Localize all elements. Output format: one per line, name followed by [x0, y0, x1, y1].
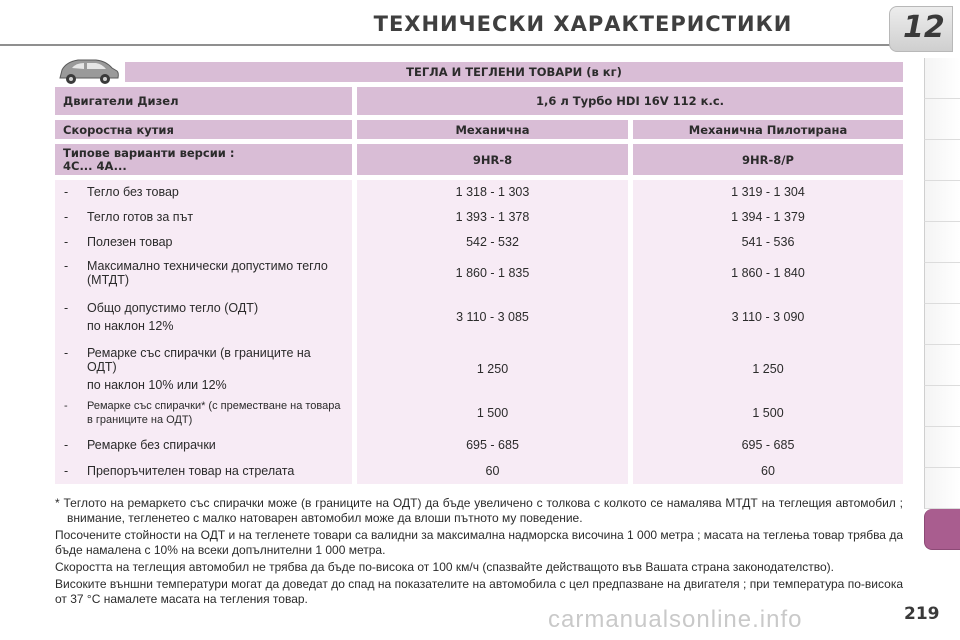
row-value-col1: 60	[352, 458, 628, 484]
table-row: - Ремарке със спирачки* (с преместване на товара в границите на ОДТ) 1 500 1 500	[55, 395, 903, 431]
row-label: Общо допустимо тегло (ОДТ)	[87, 301, 259, 315]
variants-label-line1: Типове варианти версии :	[63, 145, 235, 160]
table-row: - Ремарке без спирачки 695 - 685 695 - 685	[55, 431, 903, 458]
table-body	[55, 180, 903, 484]
table-row: - Ремарке със спирачки (в границите на ОДТ) по наклон 10% или 12% 1 250 1 250	[55, 343, 903, 395]
page-number: 219	[904, 604, 940, 624]
variants-label-line2: 4C... 4A...	[63, 158, 127, 173]
chapter-tab[interactable]	[924, 304, 960, 345]
table-row: - Полезен товар 542 - 532 541 - 536	[55, 229, 903, 254]
row-value-col1: 1 500	[352, 395, 628, 431]
row-value-col2: 695 - 685	[628, 431, 903, 458]
row-value-col1: 3 110 - 3 085	[352, 291, 628, 343]
footnote: * Теглото на ремаркето със спирачки може (в границите на ОДТ) да бъде увеличено с толкова с колкото се намалява МТДТ на теглещия автомобил ; внимание, тегленетео с малко натоварен автомобил може да влоши пътното му поведение.	[55, 496, 903, 525]
chapter-tab[interactable]	[924, 263, 960, 304]
chapter-tab[interactable]	[924, 222, 960, 263]
note-paragraph: Скоростта на теглещия автомобил не трябва да бъде по-висока от 100 км/ч (спазвайте действащото във Вашата страна законодателство).	[55, 560, 834, 574]
row-sublabel: по наклон 12%	[87, 319, 174, 333]
row-value-col2: 60	[628, 458, 903, 484]
row-sublabel: по наклон 10% или 12%	[87, 378, 227, 392]
row-label: Ремарке без спирачки	[87, 437, 216, 452]
table-row: - Препоръчителен товар на стрелата 60 60	[55, 458, 903, 484]
chapter-tab[interactable]	[924, 427, 960, 468]
row-value-col2: 1 500	[628, 395, 903, 431]
row-value-col2: 3 110 - 3 090	[628, 291, 903, 343]
gearbox-label: Скоростна кутия	[55, 120, 352, 139]
table-row: - Общо допустимо тегло (ОДТ) по наклон 12% 3 110 - 3 085 3 110 - 3 090	[55, 291, 903, 343]
engine-label: Двигатели Дизел	[55, 87, 352, 115]
row-label: Ремарке със спирачки* (с преместване на товара в границите на ОДТ)	[87, 400, 341, 426]
engine-value: 1,6 л Турбо HDI 16V 112 к.с.	[357, 87, 903, 115]
gearbox-col1: Механична	[357, 120, 628, 139]
gearbox-col2: Механична Пилотирана	[633, 120, 903, 139]
chapter-tab[interactable]	[924, 386, 960, 427]
row-value-col2: 541 - 536	[628, 229, 903, 254]
row-value-col1: 695 - 685	[352, 431, 628, 458]
variant-col2: 9HR-8/P	[633, 144, 903, 175]
chapter-tab[interactable]	[924, 140, 960, 181]
chapter-tab-active[interactable]	[924, 509, 960, 550]
chapter-number: 12	[903, 10, 945, 45]
row-value-col1: 1 860 - 1 835	[352, 254, 628, 291]
row-value-col1: 542 - 532	[352, 229, 628, 254]
row-label: Ремарке със спирачки (в границите на ОДТ)	[87, 346, 311, 374]
table-caption: ТЕГЛА И ТЕГЛЕНИ ТОВАРИ (в кг)	[125, 62, 903, 82]
header-rule	[0, 44, 910, 46]
row-label: Препоръчителен товар на стрелата	[87, 464, 295, 478]
row-label: Тегло без товар	[87, 185, 179, 199]
row-label: Максимално технически допустимо тегло (МТДТ)	[87, 258, 328, 287]
chapter-tabs	[924, 58, 960, 550]
chapter-tab[interactable]	[924, 58, 960, 99]
table-row: - Тегло без товар 1 318 - 1 303 1 319 - 1 304	[55, 180, 903, 204]
weights-table	[55, 62, 903, 484]
chapter-tab[interactable]	[924, 99, 960, 140]
notes	[55, 496, 903, 609]
row-value-col2: 1 319 - 1 304	[628, 180, 903, 204]
row-value-col2: 1 394 - 1 379	[628, 204, 903, 229]
chapter-tab[interactable]	[924, 181, 960, 222]
note-paragraph: Посочените стойности на ОДТ и на тегленете товари са валидни за максимална надморска височина 1 000 метра ; масата на теглења товар трябва да бъде намалена с 10% на всеки допълнителни 1 000 метра.	[55, 528, 903, 557]
row-value-col1: 1 318 - 1 303	[352, 180, 628, 204]
note-paragraph: Високите външни температури могат да доведат до спад на показателите на автомобила с цел предпазване на двигателя ; при температура по-висока от 37 °C намалете масата на тегления товар.	[55, 577, 903, 606]
variant-col1: 9HR-8	[357, 144, 628, 175]
variants-label	[55, 144, 352, 175]
table-row: - Максимално технически допустимо тегло (МТДТ) 1 860 - 1 835 1 860 - 1 840	[55, 254, 903, 291]
row-label: Полезен товар	[87, 234, 173, 249]
row-value-col2: 1 860 - 1 840	[628, 254, 903, 291]
chapter-tab[interactable]	[924, 468, 960, 509]
row-value-col2: 1 250	[628, 343, 903, 395]
row-label: Тегло готов за път	[87, 209, 194, 224]
row-value-col1: 1 393 - 1 378	[352, 204, 628, 229]
chapter-tab[interactable]	[924, 345, 960, 386]
row-value-col1: 1 250	[352, 343, 628, 395]
table-row: - Тегло готов за път 1 393 - 1 378 1 394 - 1 379	[55, 204, 903, 229]
watermark: carmanualsonline.info	[548, 606, 803, 633]
page-title: ТЕХНИЧЕСКИ ХАРАКТЕРИСТИКИ	[373, 12, 793, 36]
